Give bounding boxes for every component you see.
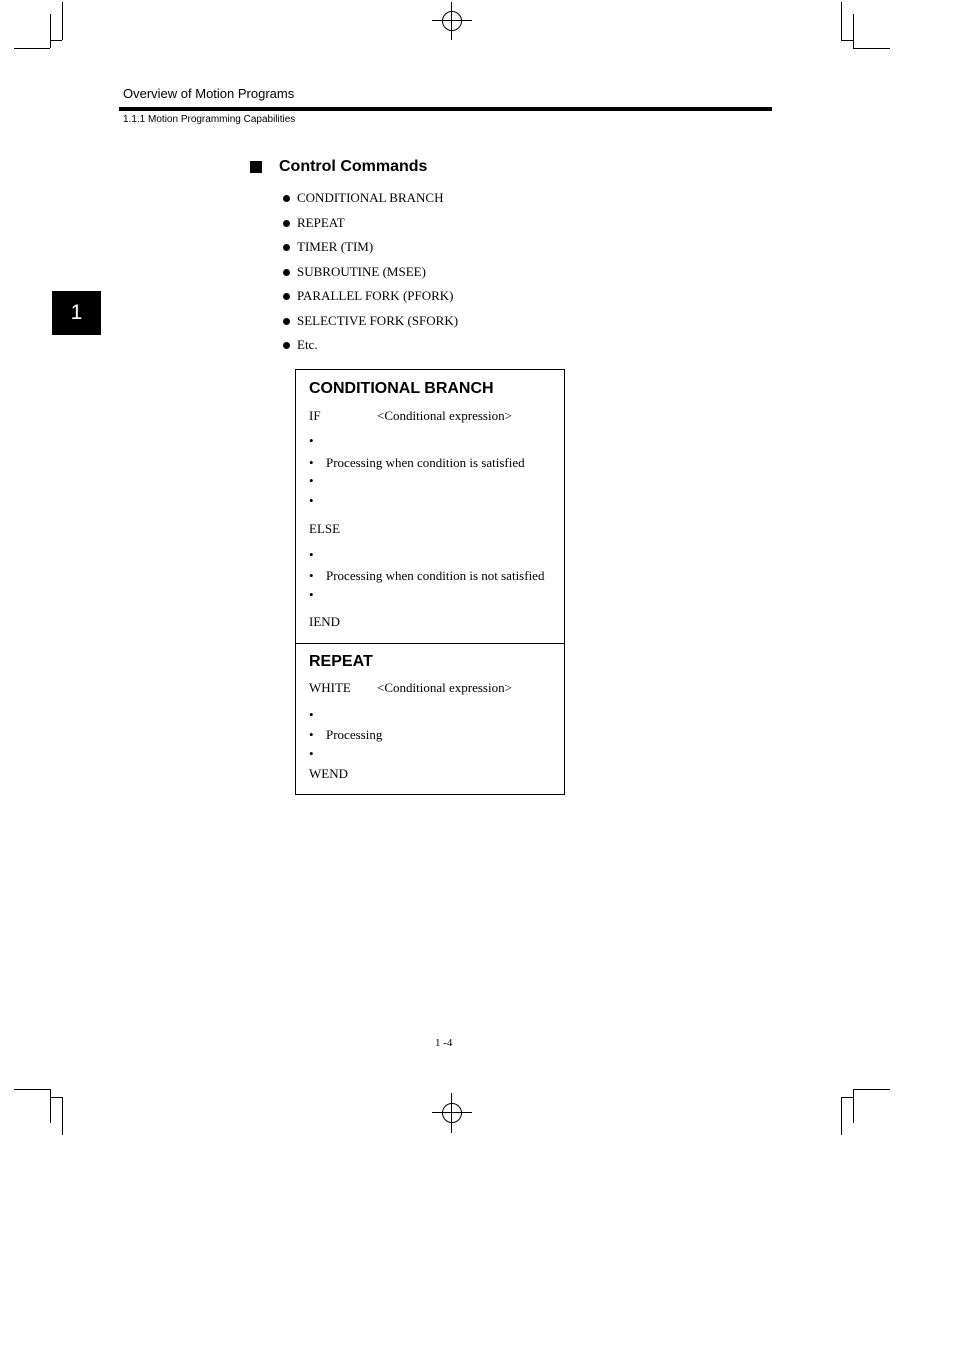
list-item-label: SELECTIVE FORK (SFORK) — [297, 313, 459, 328]
while-expression: <Conditional expression> — [377, 680, 512, 695]
bullet-icon — [283, 342, 290, 349]
list-item — [283, 313, 458, 329]
syntax-box — [295, 369, 565, 795]
bullet-icon: • — [309, 568, 314, 583]
section-square-icon — [250, 161, 262, 173]
list-item-label: CONDITIONAL BRANCH — [297, 190, 444, 205]
bullet-icon — [283, 220, 290, 227]
bullet-icon: • — [309, 707, 314, 722]
bullet-icon: • — [309, 587, 314, 602]
satisfied-text: Processing when condition is satisfied — [326, 455, 525, 470]
if-expression: <Conditional expression> — [377, 408, 512, 423]
bullet-icon: • — [309, 455, 314, 470]
bullet-icon — [283, 293, 290, 300]
if-keyword: IF — [309, 408, 321, 423]
section-heading: Control Commands — [279, 158, 428, 175]
list-item — [283, 190, 444, 206]
list-item-label: Etc. — [297, 337, 318, 352]
list-item — [283, 337, 318, 353]
bullet-icon: • — [309, 493, 314, 508]
bullet-icon — [283, 269, 290, 276]
processing-text: Processing — [326, 727, 383, 742]
list-item — [283, 288, 454, 304]
header-title: Overview of Motion Programs — [123, 86, 295, 101]
header-subsection: 1.1.1 Motion Programming Capabilities — [123, 114, 296, 125]
page-number: 1 -4 — [435, 1037, 453, 1049]
list-item-label: SUBROUTINE (MSEE) — [297, 264, 426, 279]
while-keyword: WHITE — [309, 680, 351, 695]
bullet-icon: • — [309, 746, 314, 761]
box-divider — [296, 643, 564, 644]
bullet-icon: • — [309, 727, 314, 742]
repeat-title: REPEAT — [309, 653, 373, 670]
list-item — [283, 239, 373, 255]
list-item-label: TIMER (TIM) — [297, 239, 374, 254]
list-item — [283, 215, 345, 231]
bullet-icon: • — [309, 433, 314, 448]
bullet-icon — [283, 195, 290, 202]
bullet-icon: • — [309, 473, 314, 488]
iend-keyword: IEND — [309, 614, 341, 629]
list-item — [283, 264, 426, 280]
bullet-icon: • — [309, 547, 314, 562]
chapter-tab: 1 — [52, 291, 101, 335]
bullet-icon — [283, 318, 290, 325]
not-satisfied-text: Processing when condition is not satisfied — [326, 568, 545, 583]
header-rule — [119, 107, 772, 111]
wend-keyword: WEND — [309, 766, 348, 781]
list-item-label: PARALLEL FORK (PFORK) — [297, 288, 454, 303]
bullet-icon — [283, 244, 290, 251]
else-keyword: ELSE — [309, 521, 341, 536]
list-item-label: REPEAT — [297, 215, 345, 230]
branch-title: CONDITIONAL BRANCH — [309, 380, 494, 397]
